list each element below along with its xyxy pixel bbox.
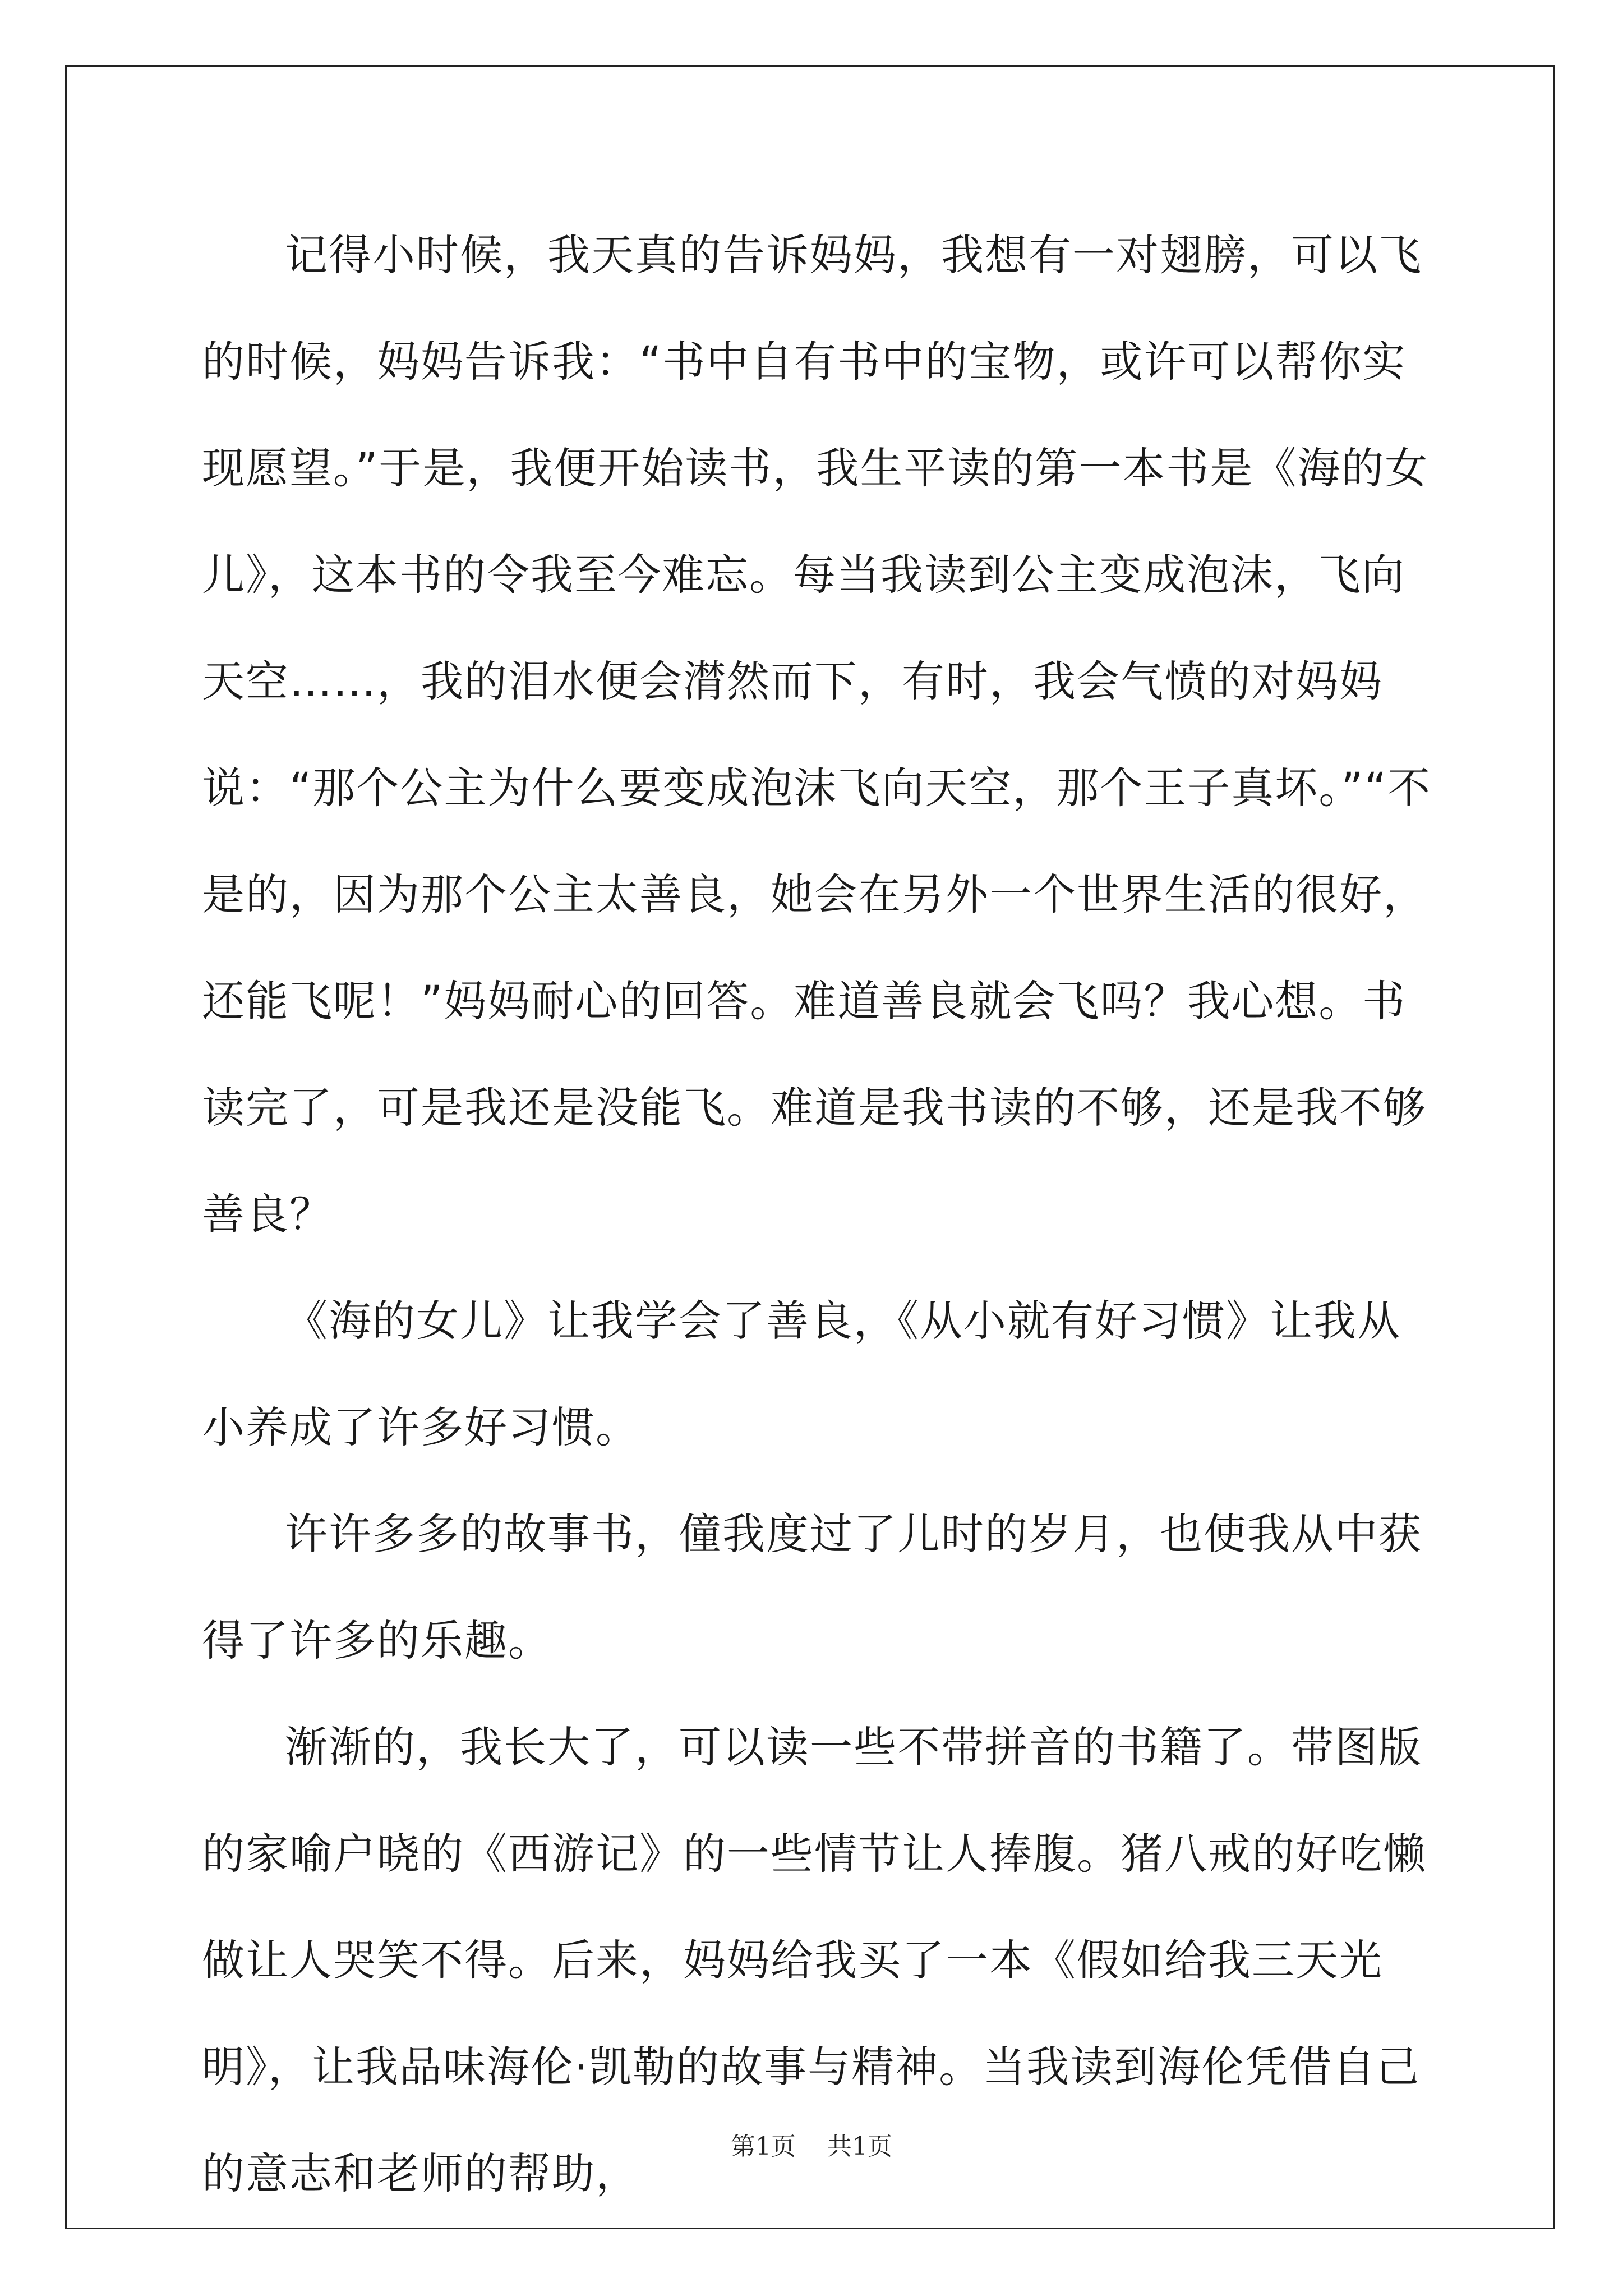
- paragraph-2: 《海的女儿》让我学会了善良，《从小就有好习惯》让我从小养成了许多好习惯。: [202, 1296, 1401, 1452]
- paragraph-1: 记得小时候，我天真的告诉妈妈，我想有一对翅膀，可以飞的时候，妈妈告诉我：“书中自有书中的宝物，或许可以帮你实现愿望。”于是，我便开始读书，我生平读的第一本书是《海的女儿》，这本书的令我至今难忘。每当我读到公主变成泡沫，飞向天空……，我的泪水便会潸然而下，有时，我会气愤的对妈妈说：“那个公主为什么要变成泡沫飞向天空，那个王子真坏。”“不是的，因为那个公主太善良，她会在另外一个世界生活的很好，还能飞呢！”妈妈耐心的回答。难道善良就会飞吗？我心想。书读完了，可是我还是没能飞。难道是我书读的不够，还是我不够善良？: [202, 230, 1432, 1239]
- paragraph-3: 许许多多的故事书，僮我度过了儿时的岁月，也使我从中获得了许多的乐趣。: [202, 1509, 1422, 1665]
- page-total: 共1页: [827, 2132, 892, 2161]
- document-body: [202, 202, 1436, 2227]
- page-number: 第1页: [731, 2132, 796, 2161]
- paragraph-4: 渐渐的，我长大了，可以读一些不带拼音的书籍了。带图版的家喻户晓的《西游记》的一些情节让人捧腹。猪八戒的好吃懒做让人哭笑不得。后来，妈妈给我买了一本《假如给我三天光明》，让我品味海伦·凯勒的故事与精神。当我读到海伦凭借自己的意志和老师的帮助，: [202, 1722, 1427, 2198]
- page-footer: [0, 2126, 1623, 2162]
